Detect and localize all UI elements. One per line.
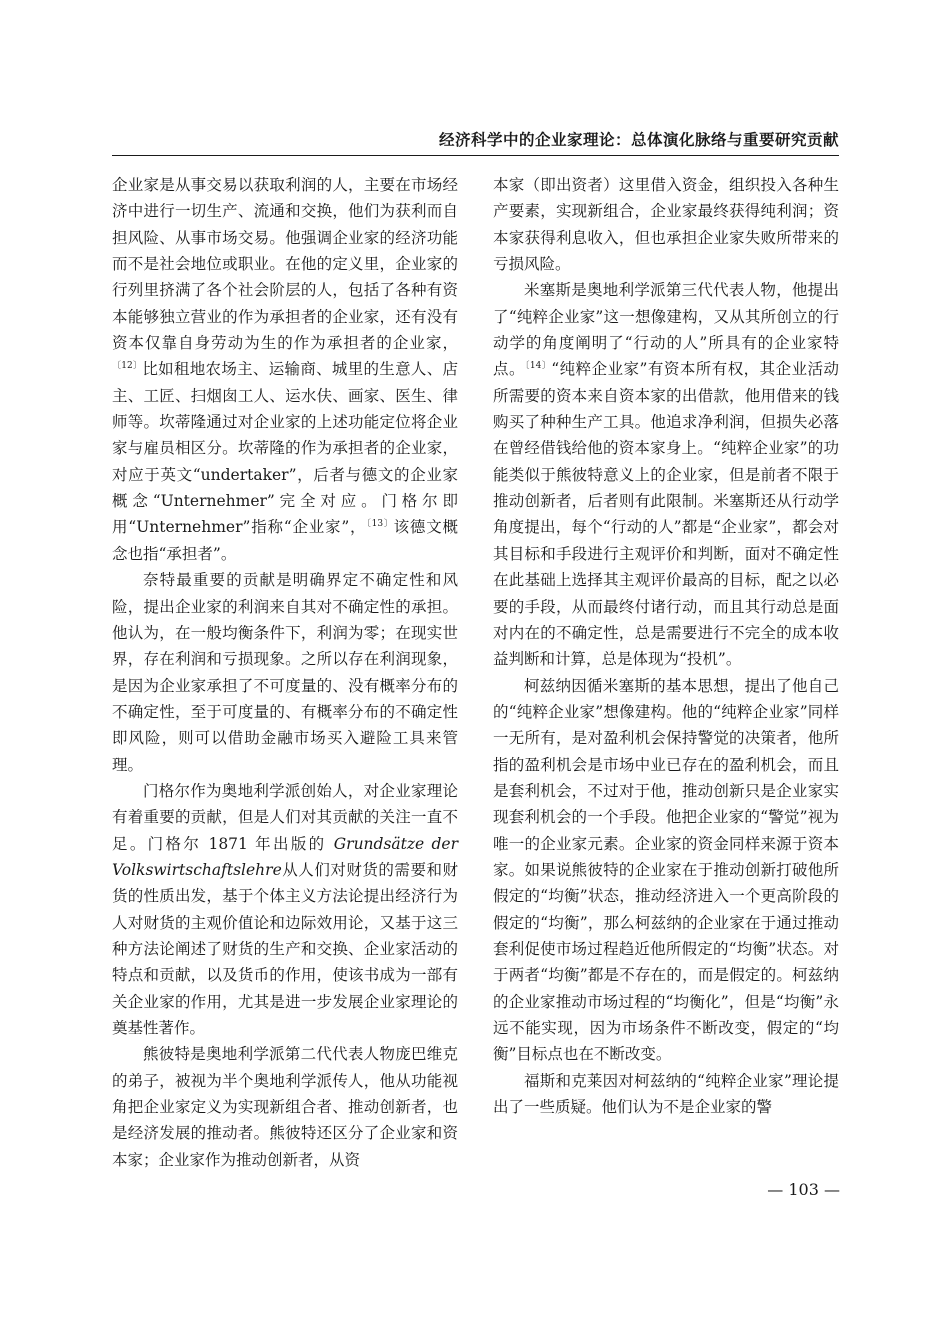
paragraph-cantillon: [112, 172, 458, 567]
citation-14: 〔14〕: [524, 361, 552, 372]
text-span: 该德文概念也指“承担者”。: [112, 518, 458, 563]
text-span: 米塞斯是奥地利学派第三代代表人物，他提出了“纯粹企业家”这一想像建构，又从其所创立的行动学的角度阐明了“行动的人”所具有的企业家特点。: [493, 281, 839, 379]
text-span: 企业家是从事交易以获取利润的人，主要在市场经济中进行一切生产、流通和交换，他们为获利而自担风险、从事市场交易。他强调企业家的经济功能而不是社会地位或职业。在他的定义里，企业家的行列里挤满了各个社会阶层的人，包括了各种有资本能够独立营业的作为承担者的企业家，还有没有资本仅靠自身劳动为生的作为承担者的企业家，: [112, 176, 458, 353]
book-title: Grundsätze der Volkswirtschaftslehre: [112, 834, 458, 879]
running-title: 经济科学中的企业家理论：总体演化脉络与重要研究贡献: [438, 131, 839, 149]
paragraph-kirzner: 柯兹纳因循米塞斯的基本思想，提出了他自己的“纯粹企业家”想像建构。他的“纯粹企业家”同样一无所有，是对盈利机会保持警觉的决策者，他所指的盈利机会是市场中业已存在的盈利机会，而且是套利机会，不过对于他，推动创新只是企业家实现套利机会的一个手段。他把企业家的“警觉”视为唯一的企业家元素。企业家的资金同样来源于资本家。如果说熊彼特的企业家在于推动创新打破他所假定的“均衡”状态，推动经济进入一个更高阶段的假定的“均衡”，那么柯兹纳的企业家在于通过推动套利促使市场过程趋近他所假定的“均衡”状态。对于两者“均衡”都是不存在的，而是假定的。柯兹纳的企业家推动市场过程的“均衡化”，但是“均衡”永远不能实现，因为市场条件不断改变，假定的“均衡”目标点也在不断改变。: [493, 676, 839, 1064]
citation-12: 〔12〕: [112, 361, 143, 372]
text-span: 比如租地农场主、运输商、城里的生意人、店主、工匠、扫烟囱工人、运水伕、画家、医生、律师等。坎蒂隆通过对企业家的上述功能定位将企业家与雇员相区分。坎蒂隆的作为承担者的企业家，对应于英文“undertaker”，后者与德文的企业家概念“Unternehmer”完全对应。门格尔即用“Unternehmer”指称“企业家”，: [112, 360, 458, 537]
text-span: 门格尔作为奥地利学派创始人，对企业家理论有着重要的贡献，但是人们对其贡献的关注一直不足。门格尔 1871 年出版的: [112, 781, 458, 853]
header-rule: [112, 155, 839, 156]
text-span: 从人们对财货的需要和财货的性质出发，基于个体主义方法论提出经济行为人对财货的主观价值论和边际效用论，又基于这三种方法论阐述了财货的生产和交换、企业家活动的特点和贡献，以及货币的作用，使该书成为一部有关企业家的作用，尤其是进一步发展企业家理论的奠基性著作。: [112, 860, 458, 1037]
paragraph-schumpeter: 熊彼特是奥地利学派第二代代表人物庞巴维克的弟子，被视为半个奥地利学派传人，他从功能视角把企业家定义为实现新组合者、推动创新者，也是经济发展的推动者。熊彼特还区分了企业家和资本家；企业家作为推动创新者，从资: [112, 1045, 458, 1169]
paragraph-foss-klein: 福斯和克莱因对柯兹纳的“纯粹企业家”理论提出了一些质疑。他们认为不是企业家的警: [493, 1071, 839, 1117]
citation-13: 〔13〕: [366, 519, 394, 530]
paragraph-menger: [112, 778, 458, 1041]
paragraph-knight: 奈特最重要的贡献是明确界定不确定性和风险，提出企业家的利润来自其对不确定性的承担。他认为，在一般均衡条件下，利润为零；在现实世界，存在利润和亏损现象。之所以存在利润现象，是因为企业家承担了不可度量的、没有概率分布的不确定性，至于可度量的、有概率分布的不确定性即风险，则可以借助金融市场买入避险工具来管理。: [112, 571, 458, 774]
text-span: “纯粹企业家”有资本所有权，其企业活动所需要的资本来自资本家的出借款，他用借来的钱购买了种种生产工具。他追求净利润，但损失必落在曾经借钱给他的资本家身上。“纯粹企业家”的功能类似于熊彼特意义上的企业家，但是前者不限于推动创新者，后者则有此限制。米塞斯还从行动学角度提出，每个“行动的人”都是“企业家”，都会对其目标和手段进行主观评价和判断，面对不确定性在此基础上选择其主观评价最高的目标，配之以必要的手段，从而最终付诸行动，而且其行动总是面对内在的不确定性，总是需要进行不完全的成本收益判断和计算，总是体现为“投机”。: [493, 360, 839, 669]
left-column: [112, 172, 458, 1173]
paragraph-schumpeter-cont: 本家（即出资者）这里借入资金，组织投入各种生产要素，实现新组合，企业家最终获得纯利润；资本家获得利息收入，但也承担企业家失败所带来的亏损风险。: [493, 176, 839, 274]
right-column: [493, 172, 839, 1120]
paragraph-mises: [493, 277, 839, 672]
page-number: — 103 —: [767, 1180, 840, 1199]
